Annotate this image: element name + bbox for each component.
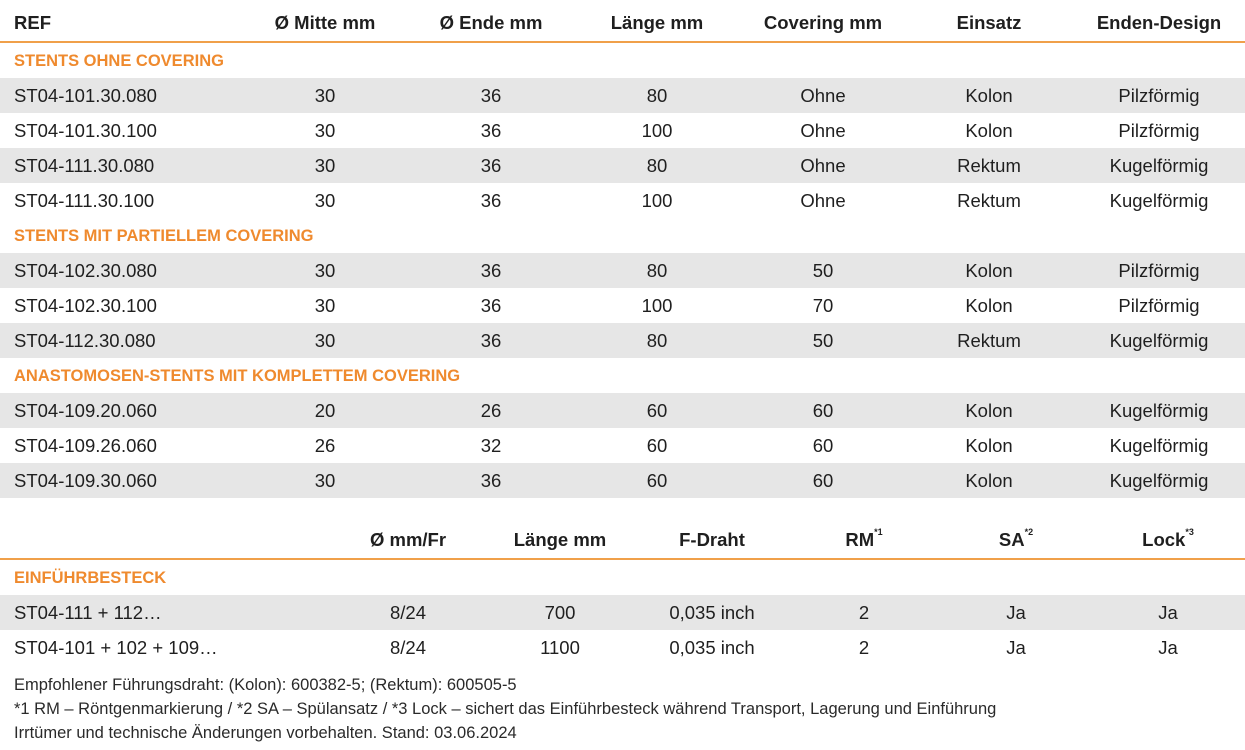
ref-cell: ST04-109.20.060 — [14, 400, 157, 421]
ref-cell: ST04-111.30.100 — [14, 190, 155, 211]
value-cell: 30 — [314, 155, 336, 176]
ref-cell: ST04-101.30.080 — [14, 85, 157, 106]
value-cell: 30 — [314, 85, 336, 106]
header-length: Länge mm — [513, 529, 607, 550]
table-row — [0, 428, 1245, 463]
value-cell: Ja — [1158, 637, 1178, 658]
value-cell: 80 — [646, 155, 668, 176]
header-lock: Lock$^{*3}$ — [1142, 527, 1194, 550]
ref-cell: ST04-102.30.080 — [14, 260, 157, 281]
value-cell: 80 — [646, 260, 668, 281]
header-diameter-fr: Ø mm/Fr — [369, 529, 447, 550]
table-row — [0, 148, 1245, 183]
table-row — [0, 78, 1245, 113]
value-cell: 60 — [646, 470, 668, 491]
value-cell: 50 — [812, 260, 834, 281]
value-cell: 30 — [314, 120, 336, 141]
ref-cell: ST04-111 + 112… — [14, 602, 162, 623]
value-cell: 0,035 inch — [669, 602, 755, 623]
ref-cell: ST04-101 + 102 + 109… — [14, 637, 218, 658]
insertion-table-header — [0, 517, 1245, 560]
value-cell: 60 — [812, 435, 834, 456]
value-cell: Kugelförmig — [1109, 155, 1209, 176]
value-cell: 0,035 inch — [669, 637, 755, 658]
section-title: STENTS MIT PARTIELLEM COVERING — [14, 227, 314, 245]
header-length: Länge mm — [610, 12, 704, 33]
ref-cell: ST04-111.30.080 — [14, 155, 155, 176]
value-cell: Kugelförmig — [1109, 330, 1209, 351]
stent-table-header — [0, 0, 1245, 43]
table-row — [0, 630, 1245, 665]
value-cell: Rektum — [957, 330, 1021, 351]
value-cell: 30 — [314, 260, 336, 281]
header-sa: SA$^{*2}$ — [998, 527, 1034, 550]
table-row — [0, 463, 1245, 498]
table-row — [0, 288, 1245, 323]
header-rm: RM$^{*1}$ — [845, 527, 883, 550]
value-cell: Kolon — [965, 400, 1013, 421]
value-cell: 20 — [314, 400, 336, 421]
value-cell: 2 — [858, 637, 870, 658]
header-diameter-end: Ø Ende mm — [439, 12, 543, 33]
value-cell: Pilzförmig — [1118, 260, 1200, 281]
value-cell: Ohne — [800, 120, 846, 141]
value-cell: 80 — [646, 85, 668, 106]
header-diameter-middle: Ø Mitte mm — [274, 12, 376, 33]
note-disclaimer: Irrtümer und technische Änderungen vorbehalten. Stand: 03.06.2024 — [14, 724, 517, 742]
value-cell: 36 — [480, 155, 502, 176]
value-cell: Ohne — [800, 155, 846, 176]
table-row — [0, 183, 1245, 218]
table-row — [0, 323, 1245, 358]
table-row — [0, 595, 1245, 630]
value-cell: Kugelförmig — [1109, 435, 1209, 456]
value-cell: 8/24 — [389, 637, 427, 658]
value-cell: Pilzförmig — [1118, 120, 1200, 141]
value-cell: 50 — [812, 330, 834, 351]
value-cell: 36 — [480, 190, 502, 211]
table-row — [0, 393, 1245, 428]
value-cell: 36 — [480, 260, 502, 281]
value-cell: Kolon — [965, 295, 1013, 316]
value-cell: Ja — [1006, 602, 1026, 623]
header-f-draht: F-Draht — [679, 529, 745, 550]
value-cell: 100 — [641, 120, 673, 141]
value-cell: 60 — [646, 400, 668, 421]
table-row — [0, 113, 1245, 148]
value-cell: Kolon — [965, 120, 1013, 141]
value-cell: 36 — [480, 470, 502, 491]
header-enden-design: Enden-Design — [1096, 12, 1222, 33]
value-cell: Kugelförmig — [1109, 190, 1209, 211]
value-cell: Rektum — [957, 190, 1021, 211]
value-cell: 70 — [812, 295, 834, 316]
value-cell: Kolon — [965, 435, 1013, 456]
section-title: ANASTOMOSEN-STENTS MIT KOMPLETTEM COVERING — [14, 367, 461, 385]
section-title: EINFÜHRBESTECK — [14, 569, 167, 587]
value-cell: 2 — [858, 602, 870, 623]
insertion-set-table — [0, 517, 1245, 665]
ref-cell: ST04-109.26.060 — [14, 435, 157, 456]
value-cell: Ja — [1158, 602, 1178, 623]
value-cell: 60 — [812, 470, 834, 491]
value-cell: 36 — [480, 330, 502, 351]
value-cell: 30 — [314, 295, 336, 316]
value-cell: Pilzförmig — [1118, 295, 1200, 316]
value-cell: 32 — [480, 435, 502, 456]
value-cell: 80 — [646, 330, 668, 351]
value-cell: Ja — [1006, 637, 1026, 658]
ref-cell: ST04-112.30.080 — [14, 330, 156, 351]
value-cell: 36 — [480, 295, 502, 316]
value-cell: Rektum — [957, 155, 1021, 176]
value-cell: 60 — [812, 400, 834, 421]
header-covering: Covering mm — [763, 12, 883, 33]
value-cell: Ohne — [800, 85, 846, 106]
value-cell: 8/24 — [389, 602, 427, 623]
value-cell: 700 — [544, 602, 576, 623]
value-cell: Kolon — [965, 85, 1013, 106]
value-cell: 36 — [480, 120, 502, 141]
section-title: STENTS OHNE COVERING — [14, 52, 224, 70]
value-cell: Ohne — [800, 190, 846, 211]
header-einsatz: Einsatz — [956, 12, 1022, 33]
value-cell: 30 — [314, 330, 336, 351]
value-cell: 100 — [641, 295, 673, 316]
ref-cell: ST04-102.30.100 — [14, 295, 157, 316]
value-cell: 1100 — [540, 637, 580, 658]
footnotes — [14, 673, 996, 745]
ref-cell: ST04-101.30.100 — [14, 120, 157, 141]
table-row — [0, 253, 1245, 288]
value-cell: 26 — [480, 400, 502, 421]
value-cell: Kolon — [965, 260, 1013, 281]
value-cell: 100 — [641, 190, 673, 211]
value-cell: 30 — [314, 190, 336, 211]
note-abbreviations: *1 RM – Röntgenmarkierung / *2 SA – Spülansatz / *3 Lock – sichert das Einführbesteck während Transport, Lagerung und Einführung — [14, 700, 997, 718]
header-ref: REF — [14, 12, 51, 33]
note-guidewire: Empfohlener Führungsdraht: (Kolon): 600382-5; (Rektum): 600505-5 — [14, 676, 517, 694]
value-cell: 60 — [646, 435, 668, 456]
value-cell: 30 — [314, 470, 336, 491]
value-cell: 36 — [480, 85, 502, 106]
value-cell: 26 — [314, 435, 336, 456]
ref-cell: ST04-109.30.060 — [14, 470, 157, 491]
value-cell: Kugelförmig — [1109, 400, 1209, 421]
value-cell: Pilzförmig — [1118, 85, 1200, 106]
value-cell: Kugelförmig — [1109, 470, 1209, 491]
value-cell: Kolon — [965, 470, 1013, 491]
